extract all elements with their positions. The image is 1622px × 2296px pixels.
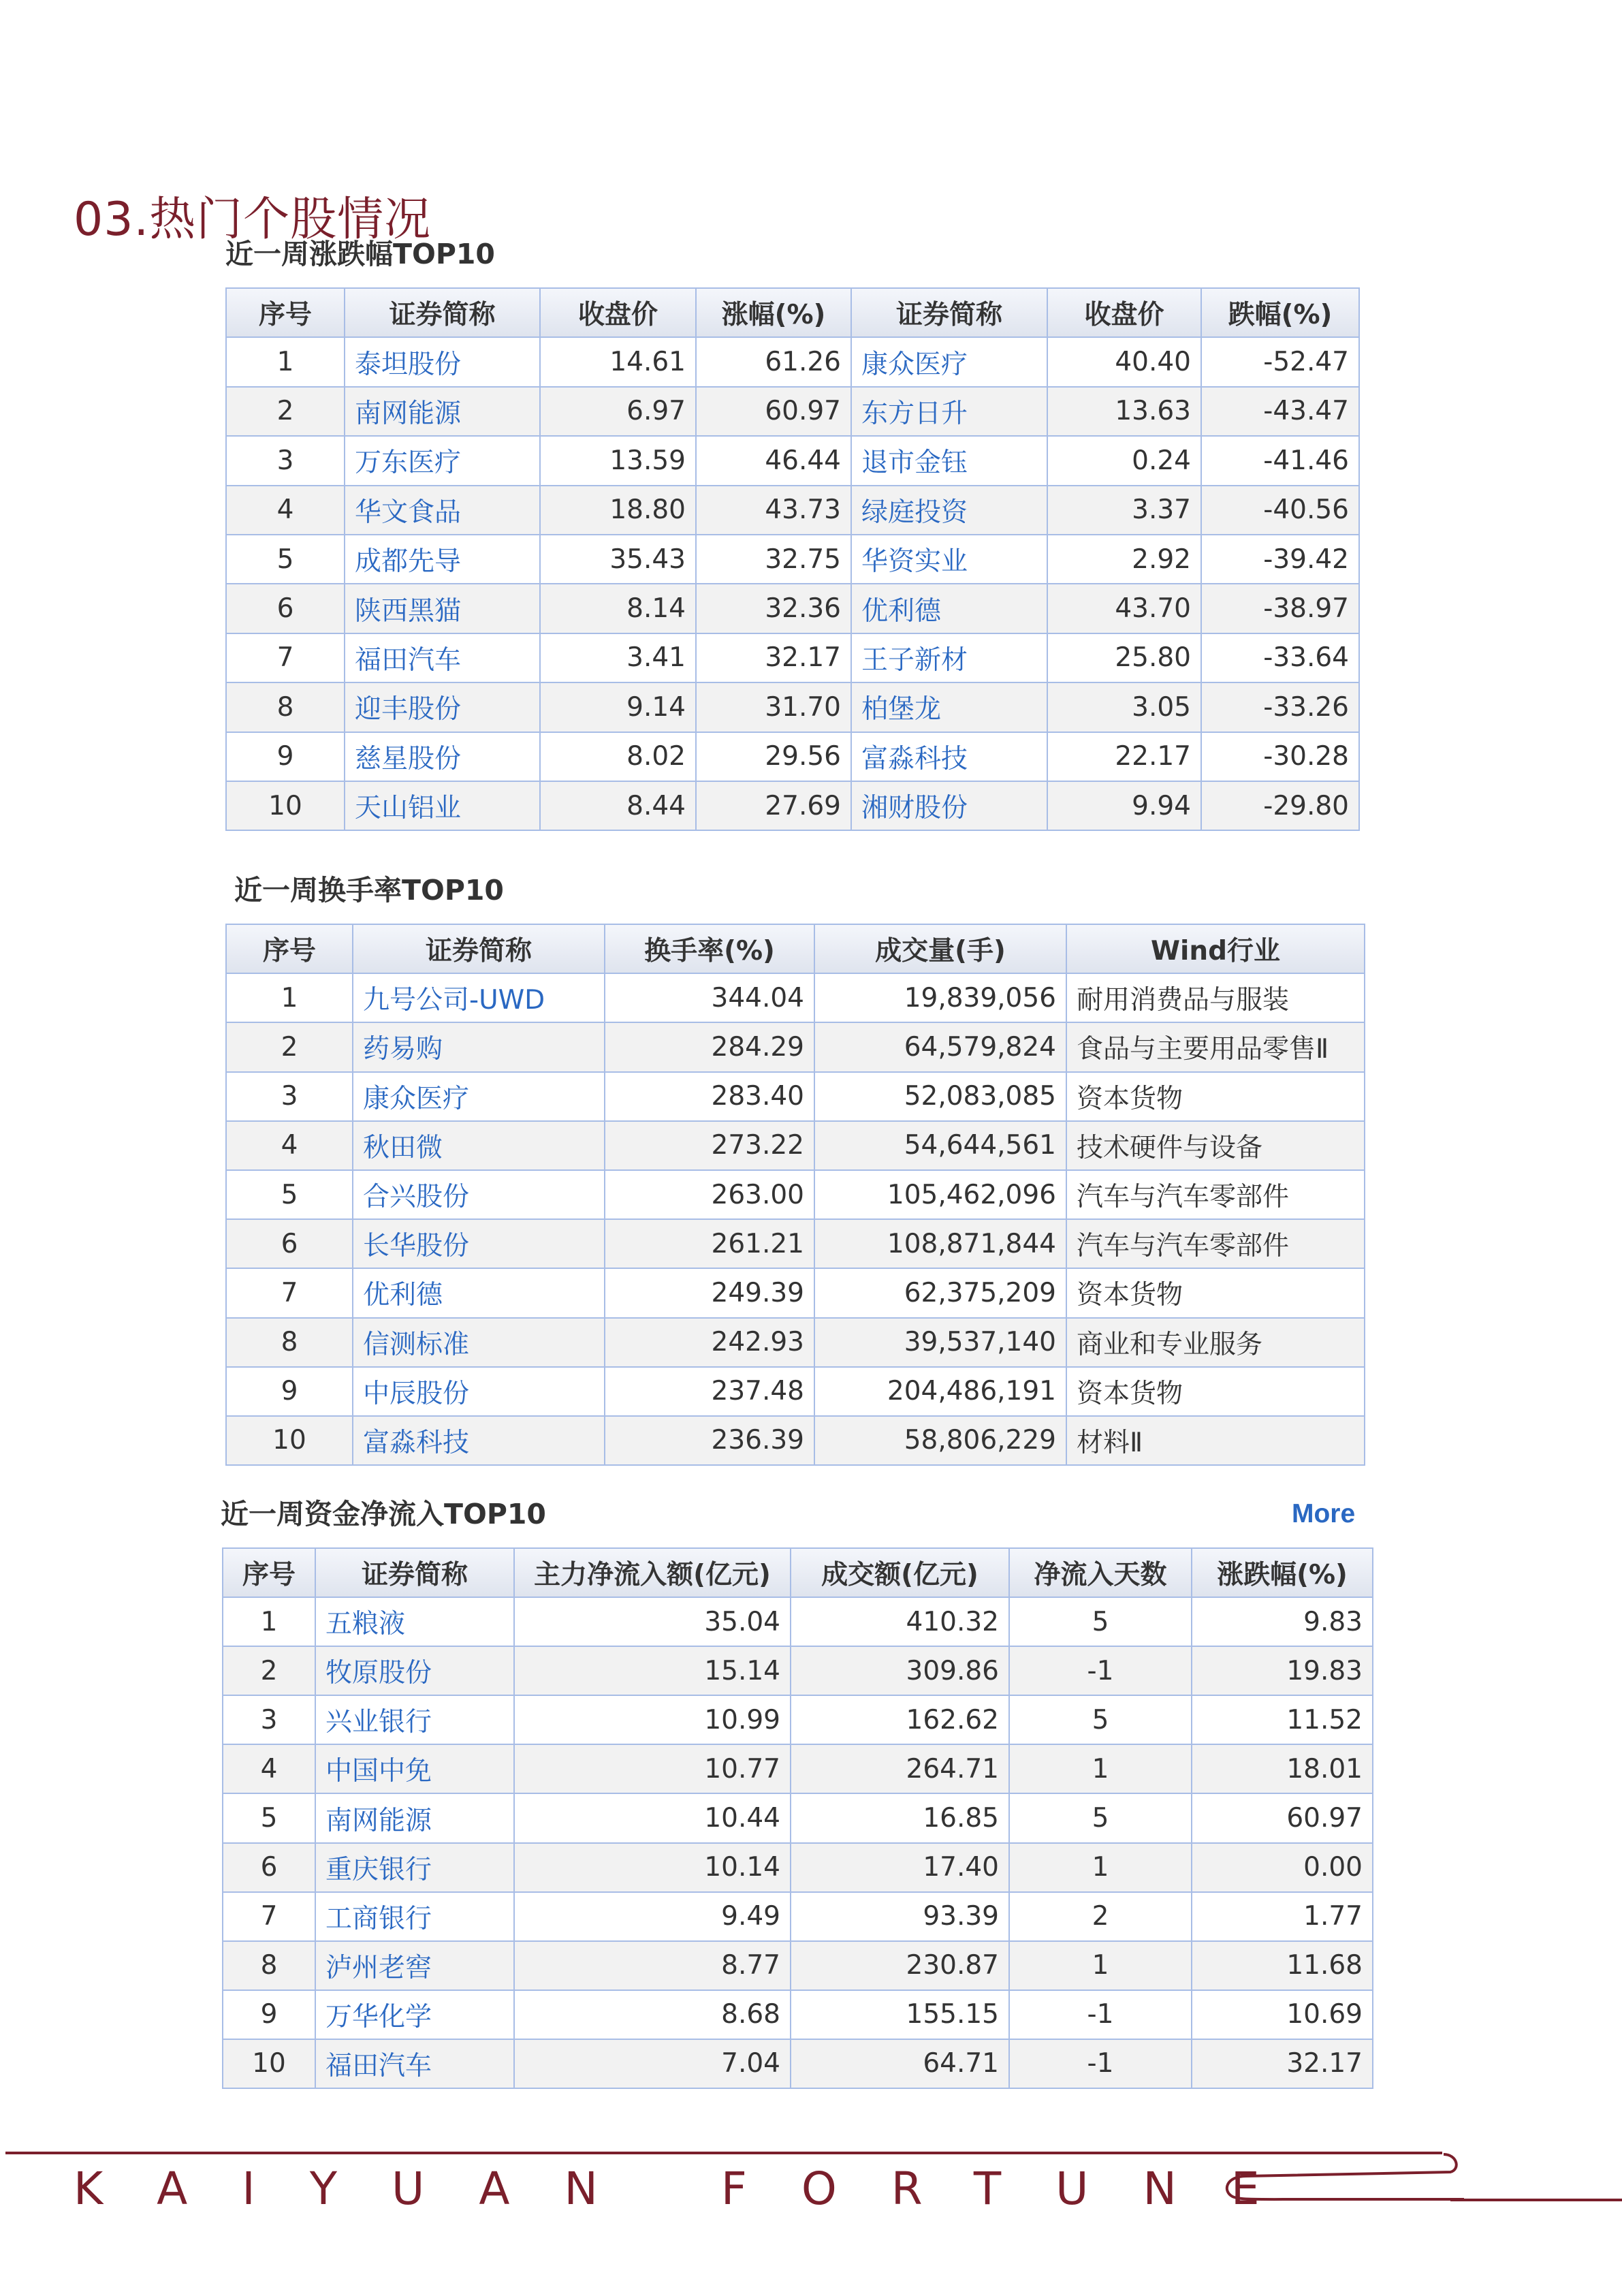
table-row	[226, 584, 1359, 633]
table-cell: -29.80	[1201, 781, 1359, 830]
col-header: 证券简称	[851, 288, 1047, 337]
col-header: 净流入天数	[1009, 1548, 1192, 1597]
table-cell	[315, 2039, 514, 2088]
table-cell: 61.26	[696, 337, 851, 386]
table-cell: 60.97	[696, 387, 851, 436]
table-cell: 52,083,085	[814, 1072, 1066, 1121]
table-cell: 64.71	[791, 2039, 1009, 2088]
table-cell	[353, 1072, 605, 1121]
table-cell: 236.39	[605, 1416, 814, 1465]
col-header: 换手率(%)	[605, 924, 814, 973]
security-name-link[interactable]: 优利德	[861, 595, 942, 627]
table-cell: 13.59	[540, 436, 696, 485]
table-cell: 7	[223, 1892, 315, 1941]
security-name-link[interactable]: 九号公司-UWD	[363, 985, 545, 1016]
turnover-table	[225, 924, 1365, 1466]
security-name-link[interactable]: 成都先导	[355, 546, 462, 578]
security-name-link[interactable]: 福田汽车	[325, 2050, 432, 2081]
col-header: 收盘价	[540, 288, 696, 337]
table-cell	[315, 1695, 514, 1744]
table-cell: 16.85	[791, 1793, 1009, 1842]
table-cell: 2	[1009, 1892, 1192, 1941]
table-cell: 7	[226, 1268, 353, 1317]
table-cell: 237.48	[605, 1367, 814, 1416]
table-cell	[851, 781, 1047, 830]
table-cell	[315, 1793, 514, 1842]
table-cell: 3.37	[1047, 486, 1201, 535]
table-cell	[315, 1843, 514, 1892]
table-cell: 3.05	[1047, 682, 1201, 732]
security-name-link[interactable]: 牧原股份	[325, 1658, 432, 1689]
table-cell: 35.43	[540, 535, 696, 584]
table-cell: 230.87	[791, 1941, 1009, 1990]
security-name-link[interactable]: 福田汽车	[355, 644, 462, 676]
security-name-link[interactable]: 信测标准	[363, 1329, 470, 1360]
security-name-link[interactable]: 合兴股份	[363, 1182, 470, 1213]
table-cell: 4	[226, 486, 345, 535]
gainers-table	[225, 287, 1360, 831]
table-cell	[353, 973, 605, 1022]
table-cell: -1	[1009, 1990, 1192, 2039]
inflow-table	[222, 1547, 1373, 2089]
table-cell: 耐用消费品与服装	[1066, 973, 1365, 1022]
table-cell: 273.22	[605, 1121, 814, 1170]
table-cell: 汽车与汽车零部件	[1066, 1170, 1365, 1219]
table-row	[223, 1793, 1373, 1842]
col-header: Wind行业	[1066, 924, 1365, 973]
table-cell: -43.47	[1201, 387, 1359, 436]
security-name-link[interactable]: 中辰股份	[363, 1378, 470, 1409]
table-cell: 19.83	[1192, 1646, 1373, 1695]
table-row	[223, 1941, 1373, 1990]
table-cell: -39.42	[1201, 535, 1359, 584]
security-name-link[interactable]: 绿庭投资	[861, 497, 968, 528]
table-cell: -38.97	[1201, 584, 1359, 633]
table-row	[226, 1416, 1365, 1465]
table-cell: 9	[226, 1367, 353, 1416]
security-name-link[interactable]: 泰坦股份	[355, 349, 462, 380]
security-name-link[interactable]: 王子新材	[861, 644, 968, 676]
table-cell: 261.21	[605, 1219, 814, 1268]
table-cell	[353, 1318, 605, 1367]
table-cell: 46.44	[696, 436, 851, 485]
table-cell: 4	[223, 1744, 315, 1793]
table-row	[223, 1597, 1373, 1646]
table-cell	[345, 436, 540, 485]
security-name-link[interactable]: 天山铝业	[355, 793, 462, 824]
table-row	[226, 682, 1359, 732]
table-cell	[353, 1170, 605, 1219]
inflow-table-title: 近一周资金净流入TOP10	[221, 1498, 546, 1530]
table-row	[226, 1318, 1365, 1367]
table-cell: 60.97	[1192, 1793, 1373, 1842]
security-name-link[interactable]: 药易购	[363, 1034, 443, 1065]
table-cell: -40.56	[1201, 486, 1359, 535]
table-cell: 64,579,824	[814, 1022, 1066, 1071]
table-cell: 2.92	[1047, 535, 1201, 584]
table-cell: 7	[226, 633, 345, 682]
table-cell: 11.68	[1192, 1941, 1373, 1990]
gainers-table-title: 近一周涨跌幅TOP10	[225, 238, 495, 270]
security-name-link[interactable]: 康众医疗	[861, 349, 968, 380]
col-header: 收盘价	[1047, 288, 1201, 337]
table-cell	[851, 535, 1047, 584]
table-cell: 商业和专业服务	[1066, 1318, 1365, 1367]
table-cell: 8	[226, 1318, 353, 1367]
table-cell: 食品与主要用品零售Ⅱ	[1066, 1022, 1365, 1071]
table-cell	[315, 1646, 514, 1695]
table-cell: -1	[1009, 1646, 1192, 1695]
table-cell: 32.36	[696, 584, 851, 633]
table-cell: 10	[226, 1416, 353, 1465]
table-cell: 32.17	[696, 633, 851, 682]
table-cell: 13.63	[1047, 387, 1201, 436]
table-cell: 6	[223, 1843, 315, 1892]
table-cell: 5	[223, 1793, 315, 1842]
table-cell: 资本货物	[1066, 1072, 1365, 1121]
table-cell: 1.77	[1192, 1892, 1373, 1941]
table-cell: 9	[223, 1990, 315, 2039]
col-header: 涨幅(%)	[696, 288, 851, 337]
footer-brand: KAIYUAN FORTUNE	[74, 2163, 1314, 2215]
table-cell: 5	[226, 1170, 353, 1219]
table-cell	[345, 584, 540, 633]
col-header: 涨跌幅(%)	[1192, 1548, 1373, 1597]
table-cell	[851, 337, 1047, 386]
table-cell: 8.44	[540, 781, 696, 830]
table-row	[223, 1744, 1373, 1793]
security-name-link[interactable]: 华文食品	[355, 497, 462, 528]
table-cell	[345, 682, 540, 732]
table-cell: 32.75	[696, 535, 851, 584]
table-cell: 15.14	[514, 1646, 791, 1695]
table-cell: -33.64	[1201, 633, 1359, 682]
table-cell	[315, 1744, 514, 1793]
col-header: 成交量(手)	[814, 924, 1066, 973]
table-cell: 32.17	[1192, 2039, 1373, 2088]
table-cell: 19,839,056	[814, 973, 1066, 1022]
col-header: 证券简称	[315, 1548, 514, 1597]
table-cell: 155.15	[791, 1990, 1009, 2039]
table-cell: 6	[226, 1219, 353, 1268]
col-header: 主力净流入额(亿元)	[514, 1548, 791, 1597]
table-cell	[851, 486, 1047, 535]
table-row	[223, 1695, 1373, 1744]
table-cell: 10	[226, 781, 345, 830]
table-cell: 3.41	[540, 633, 696, 682]
table-cell	[851, 387, 1047, 436]
table-cell: -41.46	[1201, 436, 1359, 485]
table-cell: 8	[223, 1941, 315, 1990]
security-name-link[interactable]: 工商银行	[325, 1903, 432, 1934]
table-cell: 2	[223, 1646, 315, 1695]
table-cell: 249.39	[605, 1268, 814, 1317]
table-cell: 5	[1009, 1793, 1192, 1842]
security-name-link[interactable]: 富淼科技	[861, 743, 968, 774]
table-cell: 9.94	[1047, 781, 1201, 830]
security-name-link[interactable]: 柏堡龙	[861, 694, 942, 725]
more-link[interactable]: More	[1292, 1499, 1356, 1528]
table-cell: 108,871,844	[814, 1219, 1066, 1268]
table-cell: 242.93	[605, 1318, 814, 1367]
security-name-link[interactable]: 康众医疗	[363, 1083, 470, 1114]
table-cell: 264.71	[791, 1744, 1009, 1793]
security-name-link[interactable]: 退市金钰	[861, 447, 968, 479]
table-cell: 284.29	[605, 1022, 814, 1071]
table-row	[223, 1646, 1373, 1695]
table-row	[226, 337, 1359, 386]
table-row	[226, 732, 1359, 781]
table-cell: 7.04	[514, 2039, 791, 2088]
table-cell: 资本货物	[1066, 1367, 1365, 1416]
table-cell: 10.14	[514, 1843, 791, 1892]
table-cell	[353, 1219, 605, 1268]
table-cell	[315, 1941, 514, 1990]
table-cell: 1	[223, 1597, 315, 1646]
table-cell: 344.04	[605, 973, 814, 1022]
security-name-link[interactable]: 富淼科技	[363, 1427, 470, 1458]
table-cell	[851, 732, 1047, 781]
table-cell: 43.70	[1047, 584, 1201, 633]
table-cell: 汽车与汽车零部件	[1066, 1219, 1365, 1268]
table-cell: 29.56	[696, 732, 851, 781]
security-name-link[interactable]: 泸州老窖	[325, 1952, 432, 1983]
table-cell: 8.77	[514, 1941, 791, 1990]
table-cell: 10.77	[514, 1744, 791, 1793]
security-name-link[interactable]: 秋田微	[363, 1132, 443, 1163]
table-cell: 6.97	[540, 387, 696, 436]
table-row	[223, 1990, 1373, 2039]
security-name-link[interactable]: 万东医疗	[355, 447, 462, 479]
security-name-link[interactable]: 万华化学	[325, 2001, 432, 2032]
table-cell: 40.40	[1047, 337, 1201, 386]
col-header: 序号	[226, 288, 345, 337]
security-name-link[interactable]: 迎丰股份	[355, 694, 462, 725]
table-cell: 8.14	[540, 584, 696, 633]
security-name-link[interactable]: 重庆银行	[325, 1854, 432, 1885]
table-cell	[345, 732, 540, 781]
table-cell: 9	[226, 732, 345, 781]
table-cell	[353, 1268, 605, 1317]
security-name-link[interactable]: 湘财股份	[861, 793, 968, 824]
table-cell: 27.69	[696, 781, 851, 830]
table-cell	[851, 633, 1047, 682]
table-cell: 0.24	[1047, 436, 1201, 485]
table-cell: 18.80	[540, 486, 696, 535]
security-name-link[interactable]: 兴业银行	[325, 1707, 432, 1738]
table-cell: 2	[226, 387, 345, 436]
table-cell: 10.69	[1192, 1990, 1373, 2039]
table-row	[226, 1367, 1365, 1416]
table-cell	[353, 1022, 605, 1071]
table-cell: 9.14	[540, 682, 696, 732]
table-cell: 62,375,209	[814, 1268, 1066, 1317]
security-name-link[interactable]: 南网能源	[355, 398, 462, 429]
table-cell: 263.00	[605, 1170, 814, 1219]
table-cell: 技术硬件与设备	[1066, 1121, 1365, 1170]
table-row	[226, 486, 1359, 535]
table-cell	[353, 1121, 605, 1170]
table-cell: 162.62	[791, 1695, 1009, 1744]
table-cell	[345, 387, 540, 436]
table-row	[226, 436, 1359, 485]
col-header: 跌幅(%)	[1201, 288, 1359, 337]
table-row	[226, 1219, 1365, 1268]
table-cell: 43.73	[696, 486, 851, 535]
table-cell: 10.44	[514, 1793, 791, 1842]
table-cell: 1	[1009, 1843, 1192, 1892]
table-cell	[353, 1367, 605, 1416]
table-cell: 11.52	[1192, 1695, 1373, 1744]
col-header: 成交额(亿元)	[791, 1548, 1009, 1597]
table-header-row	[226, 288, 1359, 337]
security-name-link[interactable]: 五粮液	[325, 1609, 406, 1640]
section-title: 03.热门个股情况	[74, 193, 432, 247]
security-name-link[interactable]: 中国中免	[325, 1756, 432, 1787]
table-cell: 材料Ⅱ	[1066, 1416, 1365, 1465]
table-cell: 58,806,229	[814, 1416, 1066, 1465]
table-row	[226, 1072, 1365, 1121]
table-cell	[353, 1416, 605, 1465]
table-cell: 283.40	[605, 1072, 814, 1121]
table-cell: 18.01	[1192, 1744, 1373, 1793]
table-cell: 309.86	[791, 1646, 1009, 1695]
table-cell: 3	[226, 1072, 353, 1121]
table-cell: -30.28	[1201, 732, 1359, 781]
table-row	[226, 535, 1359, 584]
footer-swoosh-decoration	[1219, 2149, 1464, 2210]
table-cell: 25.80	[1047, 633, 1201, 682]
table-cell	[345, 486, 540, 535]
table-cell: -52.47	[1201, 337, 1359, 386]
table-cell: 10	[223, 2039, 315, 2088]
table-cell: 39,537,140	[814, 1318, 1066, 1367]
table-cell	[315, 1892, 514, 1941]
table-row	[226, 1121, 1365, 1170]
security-name-link[interactable]: 华资实业	[861, 546, 968, 578]
table-cell	[851, 436, 1047, 485]
table-row	[226, 973, 1365, 1022]
col-header: 序号	[226, 924, 353, 973]
table-cell: 35.04	[514, 1597, 791, 1646]
table-header-row	[226, 924, 1365, 973]
table-cell: 9.83	[1192, 1597, 1373, 1646]
table-cell: -1	[1009, 2039, 1192, 2088]
table-cell	[315, 1597, 514, 1646]
table-cell: 204,486,191	[814, 1367, 1066, 1416]
table-cell: 5	[1009, 1695, 1192, 1744]
table-cell: 3	[223, 1695, 315, 1744]
table-cell: 1	[1009, 1941, 1192, 1990]
table-cell: 1	[226, 337, 345, 386]
table-cell: 93.39	[791, 1892, 1009, 1941]
table-cell	[345, 535, 540, 584]
table-cell: 1	[1009, 1744, 1192, 1793]
security-name-link[interactable]: 南网能源	[325, 1805, 432, 1836]
table-cell: 3	[226, 436, 345, 485]
table-cell	[345, 781, 540, 830]
table-cell	[851, 682, 1047, 732]
table-cell: 54,644,561	[814, 1121, 1066, 1170]
security-name-link[interactable]: 慈星股份	[355, 743, 462, 774]
table-row	[223, 1892, 1373, 1941]
table-cell: -33.26	[1201, 682, 1359, 732]
table-cell	[315, 1990, 514, 2039]
footer-divider-right	[1450, 2199, 1622, 2201]
table-cell	[345, 337, 540, 386]
security-name-link[interactable]: 优利德	[363, 1280, 443, 1311]
table-cell: 22.17	[1047, 732, 1201, 781]
table-cell: 31.70	[696, 682, 851, 732]
table-cell: 5	[226, 535, 345, 584]
table-cell: 410.32	[791, 1597, 1009, 1646]
table-cell: 105,462,096	[814, 1170, 1066, 1219]
table-row	[226, 1022, 1365, 1071]
table-cell: 9.49	[514, 1892, 791, 1941]
table-cell: 8.68	[514, 1990, 791, 2039]
table-cell: 5	[1009, 1597, 1192, 1646]
table-row	[223, 1843, 1373, 1892]
table-cell: 17.40	[791, 1843, 1009, 1892]
table-cell: 8.02	[540, 732, 696, 781]
table-cell: 0.00	[1192, 1843, 1373, 1892]
table-cell	[851, 584, 1047, 633]
table-cell: 资本货物	[1066, 1268, 1365, 1317]
table-row	[226, 1268, 1365, 1317]
security-name-link[interactable]: 东方日升	[861, 398, 968, 429]
turnover-table-title: 近一周换手率TOP10	[234, 874, 504, 907]
table-cell: 6	[226, 584, 345, 633]
col-header: 序号	[223, 1548, 315, 1597]
table-row	[223, 2039, 1373, 2088]
table-cell: 4	[226, 1121, 353, 1170]
table-cell: 8	[226, 682, 345, 732]
table-header-row	[223, 1548, 1373, 1597]
security-name-link[interactable]: 陕西黑猫	[355, 595, 462, 627]
table-cell	[345, 633, 540, 682]
table-cell: 14.61	[540, 337, 696, 386]
table-row	[226, 1170, 1365, 1219]
col-header: 证券简称	[345, 288, 540, 337]
table-cell: 2	[226, 1022, 353, 1071]
col-header: 证券简称	[353, 924, 605, 973]
table-row	[226, 387, 1359, 436]
table-cell: 10.99	[514, 1695, 791, 1744]
security-name-link[interactable]: 长华股份	[363, 1231, 470, 1262]
table-row	[226, 781, 1359, 830]
table-cell: 1	[226, 973, 353, 1022]
table-row	[226, 633, 1359, 682]
